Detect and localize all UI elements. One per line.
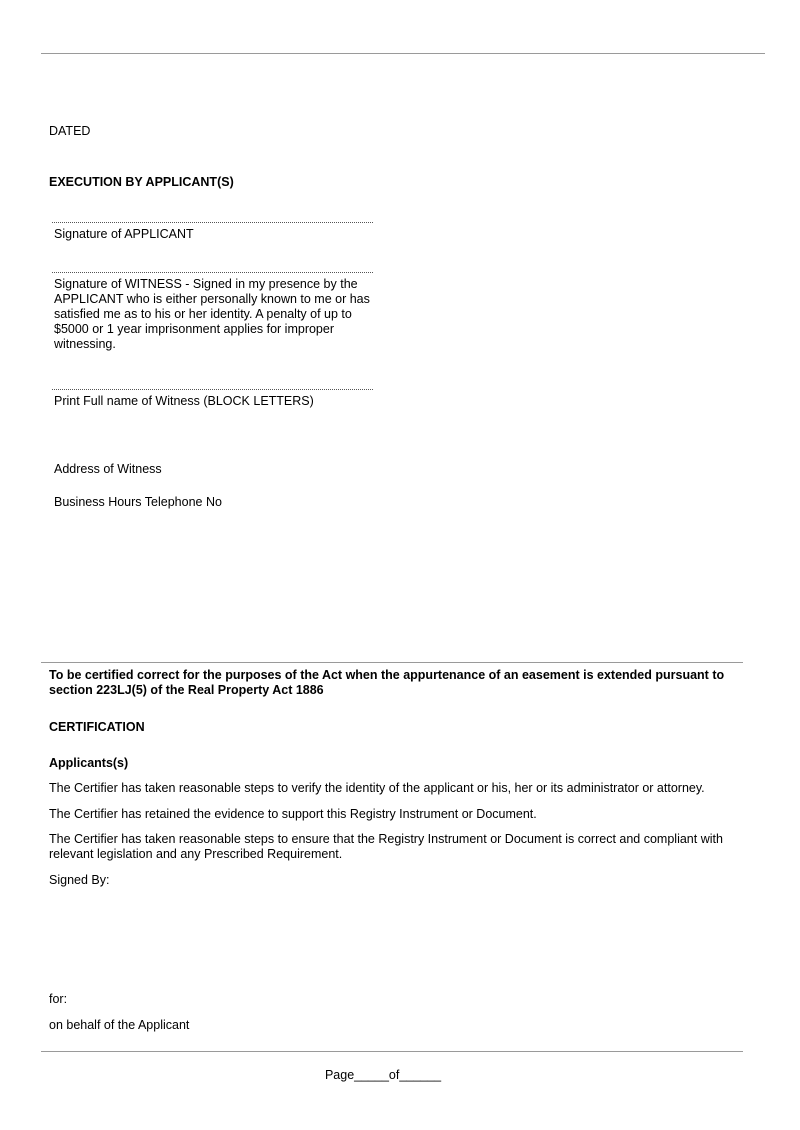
witness-name-label: Print Full name of Witness (BLOCK LETTERS) [54, 394, 314, 408]
bottom-divider [41, 1051, 743, 1052]
certification-statement-compliance: The Certifier has taken reasonable steps to ensure that the Registry Instrument or Document is correct and compliant with relevant legislation and any Prescribed Requirement. [49, 832, 723, 861]
witness-address-label: Address of Witness [54, 462, 162, 476]
witness-phone-label: Business Hours Telephone No [54, 495, 222, 509]
on-behalf-label: on behalf of the Applicant [49, 1018, 190, 1032]
dated-label: DATED [49, 124, 91, 138]
top-divider [41, 53, 765, 54]
witness-signature-label: Signature of WITNESS - Signed in my presence by the APPLICANT who is either personally known to me or has satisfied me as to his or her identity. A penalty of up to $5000 or 1 year imprisonment applies for improper witnessing. [54, 277, 370, 351]
page-number-footer: Page_____of______ [324, 1068, 442, 1082]
certification-divider [41, 662, 743, 663]
applicants-subheading: Applicants(s) [49, 756, 129, 770]
execution-heading: EXECUTION BY APPLICANT(S) [49, 175, 234, 189]
witness-name-line[interactable] [52, 389, 373, 390]
witness-signature-line[interactable] [52, 272, 373, 273]
applicant-signature-label: Signature of APPLICANT [54, 227, 194, 241]
certification-intro: To be certified correct for the purposes of the Act when the appurtenance of an easement is extended pursuant to section 223LJ(5) of the Real Property Act 1886 [49, 668, 725, 697]
applicant-signature-line[interactable] [52, 222, 373, 223]
certification-statement-evidence: The Certifier has retained the evidence to support this Registry Instrument or Document. [49, 807, 537, 821]
certification-statement-identity: The Certifier has taken reasonable steps to verify the identity of the applicant or his, her or its administrator or attorney. [49, 781, 705, 795]
signed-by-label: Signed By: [49, 873, 110, 887]
certification-heading: CERTIFICATION [49, 720, 145, 734]
for-label: for: [49, 992, 68, 1006]
